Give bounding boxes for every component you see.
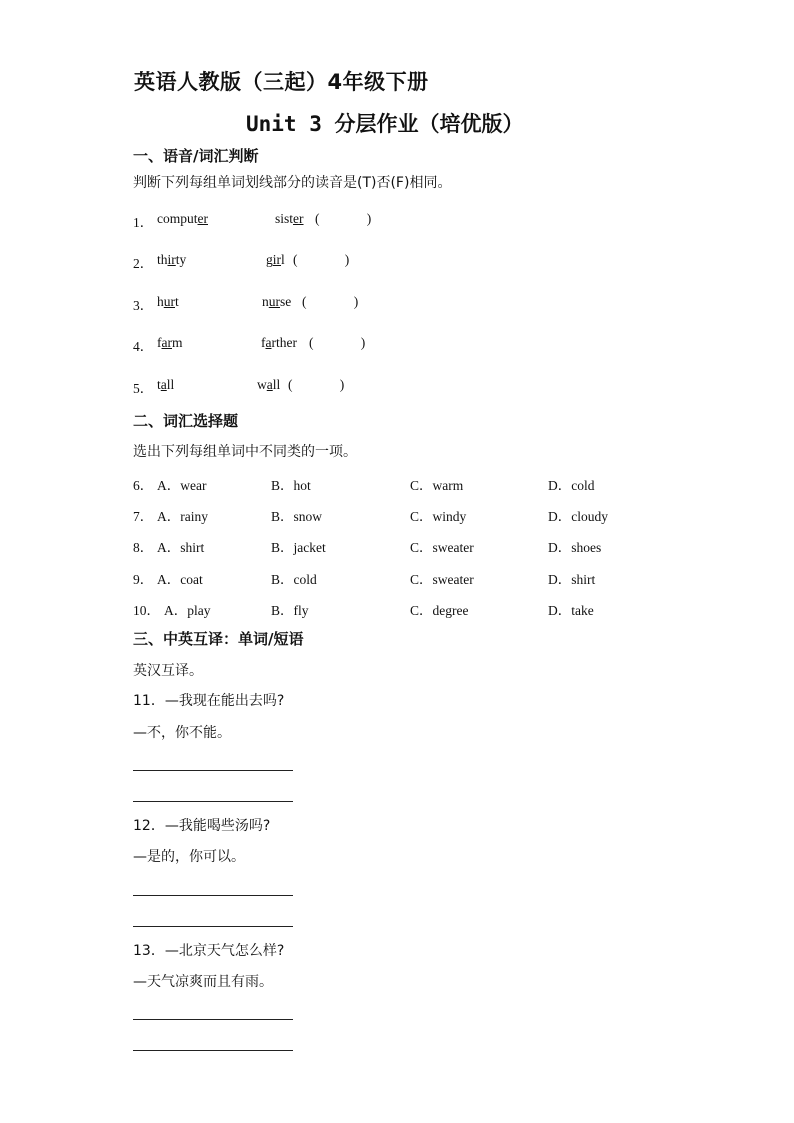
answer-blank[interactable]: ( ): [293, 252, 350, 267]
item-number: 10．: [133, 603, 160, 618]
answer-blank[interactable]: ( ): [315, 211, 372, 226]
section-instruction-phonics: 判断下列每组单词划线部分的读音是(T)否(F)相同。: [133, 175, 452, 191]
option-d[interactable]: D．cloudy: [548, 509, 608, 524]
word-1: thirty: [157, 252, 187, 267]
option-d[interactable]: D．cold: [548, 478, 595, 493]
item-number: 8．: [133, 540, 154, 555]
translation-prompt: —是的，你可以。: [133, 849, 245, 865]
answer-blank[interactable]: ( ): [309, 335, 366, 350]
section-heading-translation: 三、中英互译：单词/短语: [133, 630, 304, 648]
option-a[interactable]: A．wear: [157, 478, 207, 493]
translation-question: 12．—我能喝些汤吗?: [133, 818, 271, 834]
answer-line[interactable]: [133, 1050, 293, 1051]
option-c[interactable]: C．degree: [410, 603, 469, 618]
item-number: 5．: [133, 381, 154, 396]
option-a[interactable]: A．rainy: [157, 509, 208, 524]
option-c[interactable]: C．sweater: [410, 540, 474, 555]
option-b[interactable]: B．jacket: [271, 540, 326, 555]
option-b[interactable]: B．hot: [271, 478, 311, 493]
option-c[interactable]: C．sweater: [410, 572, 474, 587]
answer-blank[interactable]: ( ): [302, 294, 359, 309]
answer-line[interactable]: [133, 801, 293, 802]
answer-line[interactable]: [133, 926, 293, 927]
word-1: computer: [157, 211, 208, 226]
item-number: 6．: [133, 478, 154, 493]
worksheet-subtitle: Unit 3 分层作业（培优版）: [246, 112, 524, 136]
answer-line[interactable]: [133, 895, 293, 896]
translation-question: 13．—北京天气怎么样?: [133, 943, 285, 959]
section-instruction-vocab-choice: 选出下列每组单词中不同类的一项。: [133, 444, 357, 460]
answer-line[interactable]: [133, 770, 293, 771]
translation-prompt: —天气凉爽而且有雨。: [133, 974, 273, 990]
option-b[interactable]: B．fly: [271, 603, 309, 618]
word-1: farm: [157, 335, 183, 350]
option-d[interactable]: D．shoes: [548, 540, 602, 555]
item-number: 2．: [133, 256, 154, 271]
section-heading-phonics: 一、语音/词汇判断: [133, 147, 259, 165]
item-number: 4．: [133, 339, 154, 354]
section-heading-vocab-choice: 二、词汇选择题: [133, 412, 239, 430]
section-instruction-translation: 英汉互译。: [133, 663, 203, 679]
option-d[interactable]: D．shirt: [548, 572, 596, 587]
option-c[interactable]: C．windy: [410, 509, 467, 524]
option-d[interactable]: D．take: [548, 603, 594, 618]
translation-prompt: —不，你不能。: [133, 725, 231, 741]
word-1: tall: [157, 377, 175, 392]
item-number: 7．: [133, 509, 154, 524]
option-a[interactable]: A．coat: [157, 572, 203, 587]
option-a[interactable]: A．shirt: [157, 540, 205, 555]
option-b[interactable]: B．snow: [271, 509, 323, 524]
word-2: wall: [257, 377, 281, 392]
word-2: farther: [261, 335, 297, 350]
translation-question: 11．—我现在能出去吗?: [133, 693, 285, 709]
word-2: sister: [275, 211, 304, 226]
item-number: 9．: [133, 572, 154, 587]
option-a[interactable]: A．play: [164, 603, 211, 618]
option-c[interactable]: C．warm: [410, 478, 464, 493]
item-number: 1．: [133, 215, 154, 230]
word-2: girl: [266, 252, 285, 267]
answer-line[interactable]: [133, 1019, 293, 1020]
option-b[interactable]: B．cold: [271, 572, 317, 587]
worksheet-title: 英语人教版（三起）4年级下册: [134, 70, 429, 94]
word-2: nurse: [262, 294, 292, 309]
answer-blank[interactable]: ( ): [288, 377, 345, 392]
item-number: 3．: [133, 298, 154, 313]
word-1: hurt: [157, 294, 179, 309]
